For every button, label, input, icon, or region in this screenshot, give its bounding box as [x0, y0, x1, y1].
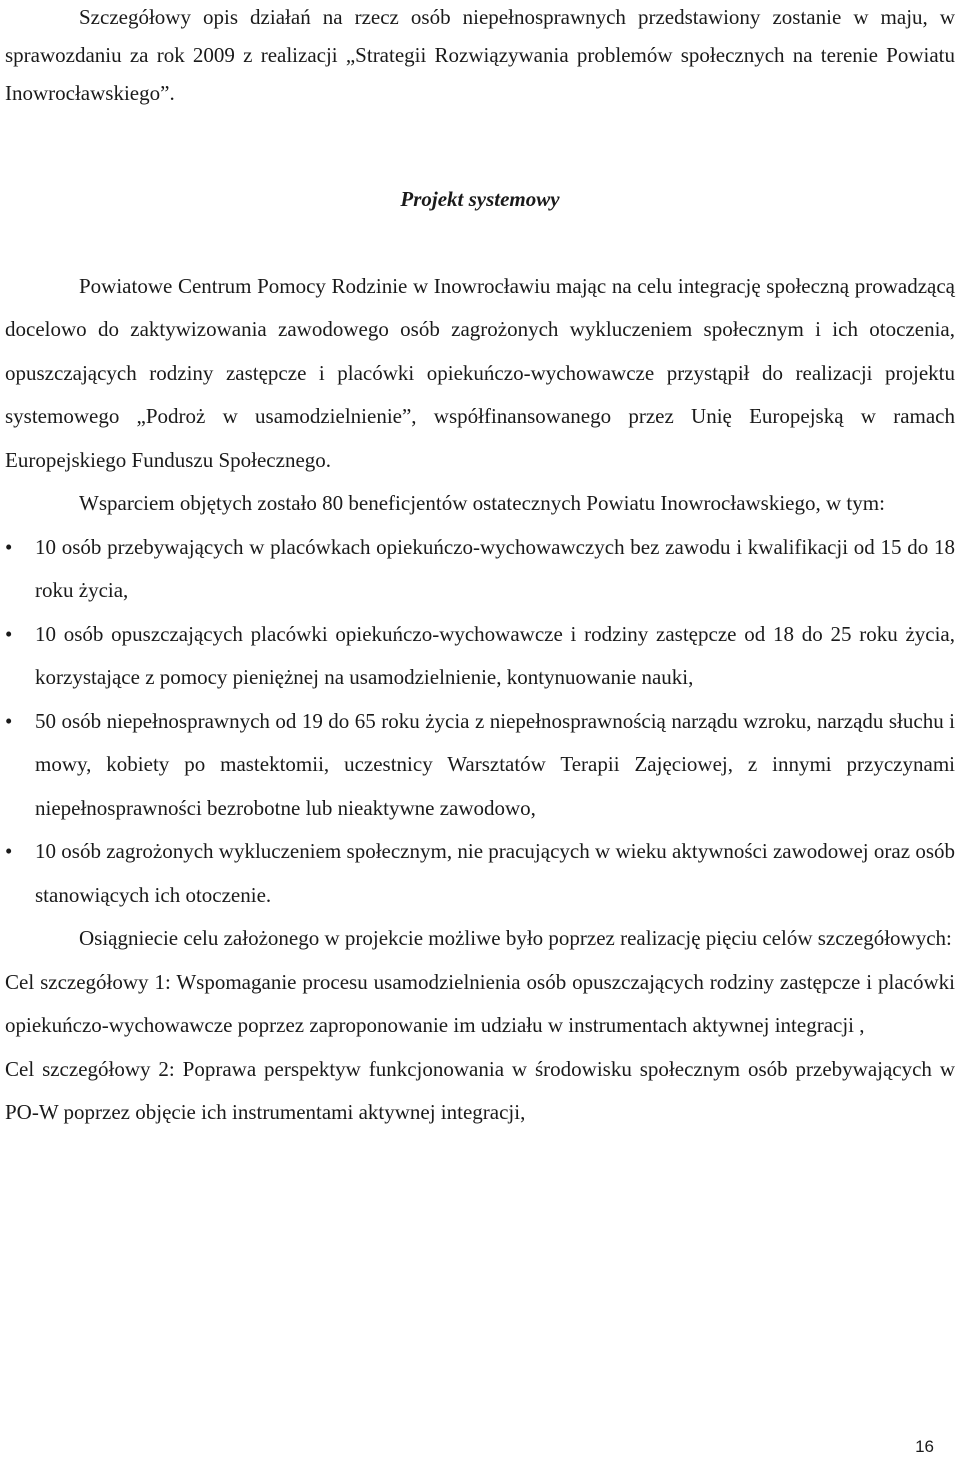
- bullet-icon: •: [5, 708, 13, 733]
- paragraph-beneficiaries: Wsparciem objętych zostało 80 beneficjentów ostatecznych Powiatu Inowrocławskiego, w tym:: [79, 491, 885, 515]
- list-item-text: 10 osób zagrożonych wykluczeniem społecznym, nie pracujących w wieku aktywności zawodowej oraz osób stanowiących ich otoczenie.: [35, 839, 955, 907]
- bullet-icon: •: [5, 534, 13, 559]
- page-number: 16: [915, 1437, 934, 1456]
- goal-1: Cel szczegółowy 1: Wspomaganie procesu usamodzielnienia osób opuszczających rodziny zastępcze i placówki opiekuńczo-wychowawcze poprzez zaproponowanie im udziału w instrumentach aktywnej integracji ,: [5, 969, 955, 1037]
- section-heading: Projekt systemowy: [400, 187, 560, 211]
- paragraph-project-description: Powiatowe Centrum Pomocy Rodzinie w Inowrocławiu mając na celu integrację społeczną prowadzącą docelowo do zaktywizowania zawodowego osób zagrożonych wykluczeniem społecznym i ich otoczenia, opuszczających rodziny zastępcze i placówki opiekuńczo-wychowawcze przystąpił do realizacji projektu systemowego „Podroż w usamodzielnienie”, współfinansowanego przez Unię Europejską w ramach Europejskiego Funduszu Społecznego.: [5, 273, 955, 472]
- beneficiaries-list: [5, 526, 955, 918]
- paragraph-goals-intro: Osiągniecie celu założonego w projekcie możliwe było poprzez realizację pięciu celów szczegółowych:: [79, 926, 952, 950]
- list-item-text: 10 osób opuszczających placówki opiekuńczo-wychowawcze i rodziny zastępcze od 18 do 25 roku życia, korzystające z pomocy pieniężnej na usamodzielnienie, kontynuowanie nauki,: [35, 621, 955, 689]
- list-item-text: 50 osób niepełnosprawnych od 19 do 65 roku życia z niepełnosprawnością narządu wzroku, narządu słuchu i mowy, kobiety po mastektomii, uczestnicy Warsztatów Terapii Zajęciowej, z innymi przyczynami niepełnosprawności bezrobotne lub nieaktywne zawodowo,: [35, 708, 955, 820]
- list-item: [5, 526, 955, 613]
- list-item-text: 10 osób przebywających w placówkach opiekuńczo-wychowawczych bez zawodu i kwalifikacji od 15 do 18 roku życia,: [35, 534, 955, 602]
- list-item: [5, 613, 955, 700]
- bullet-icon: •: [5, 621, 13, 646]
- bullet-icon: •: [5, 839, 13, 863]
- list-item: [5, 830, 955, 917]
- list-item: [5, 700, 955, 831]
- intro-paragraph: Szczegółowy opis działań na rzecz osób niepełnosprawnych przedstawiony zostanie w maju, w sprawozdaniu za rok 2009 z realizacji „Strategii Rozwiązywania problemów społecznych na terenie Powiatu Inowrocławskiego”.: [5, 5, 955, 105]
- document-page: [5, 0, 955, 1135]
- goal-2: Cel szczegółowy 2: Poprawa perspektyw funkcjonowania w środowisku społecznym osób przebywających w PO-W poprzez objęcie ich instrumentami aktywnej integracji,: [5, 1056, 955, 1124]
